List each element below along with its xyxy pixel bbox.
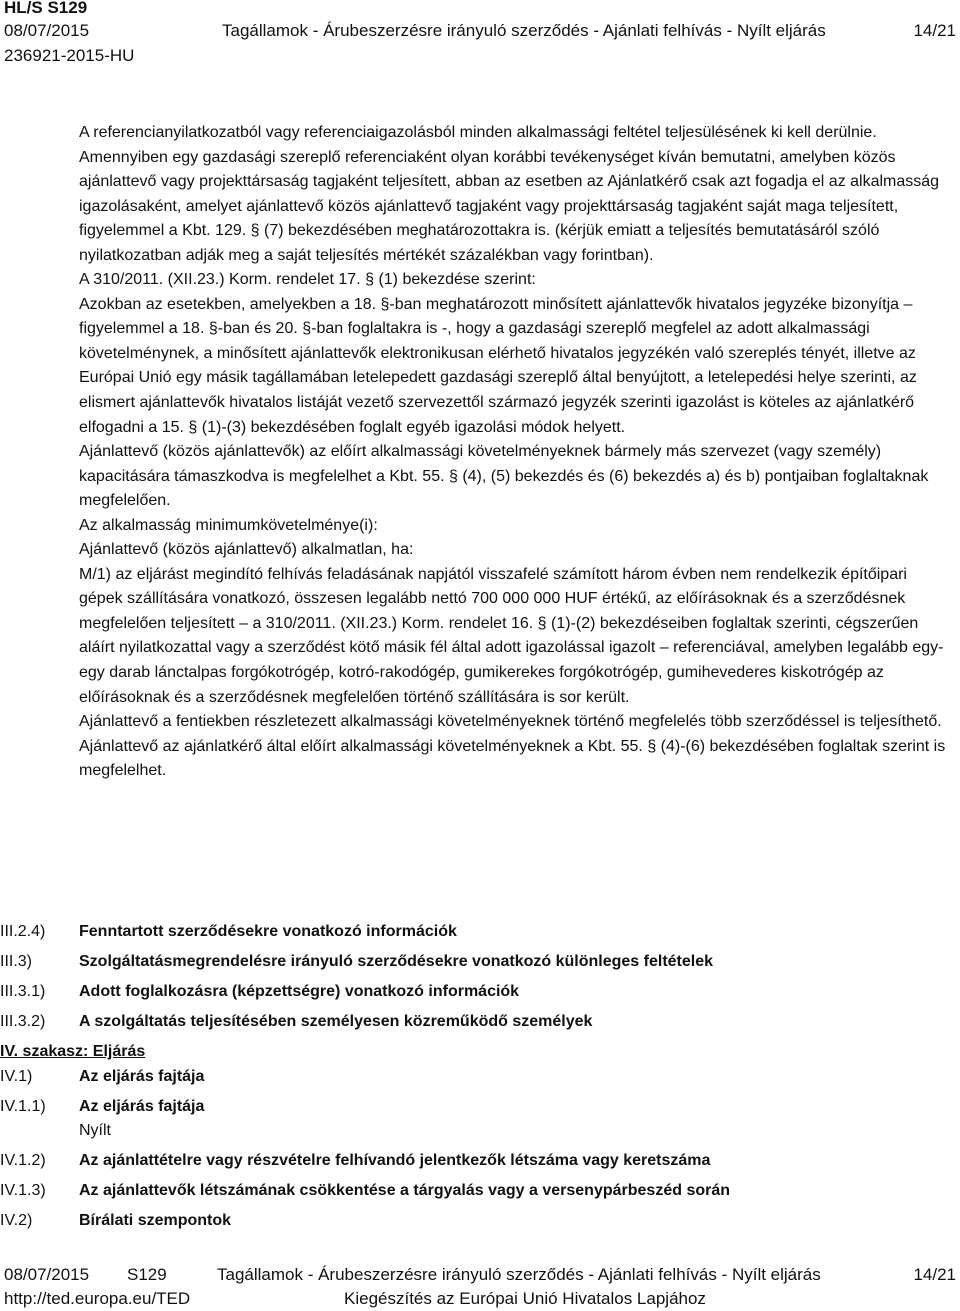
document-id: 236921-2015-HU xyxy=(4,46,135,65)
section-number: III.3) xyxy=(0,953,33,970)
footer-url-link[interactable]: http://ted.europa.eu/TED xyxy=(4,1289,191,1308)
section-title: Bírálati szempontok xyxy=(79,1212,232,1229)
paragraph: Amennyiben egy gazdasági szereplő referenciaként olyan korábbi tevékenységet kíván bemutatni, amelyben közös ajánlattevő vagy projekttársaság tagjaként teljesített, abban az esetben az Ajánlatkérő csak azt fogadja el az alkalmasság igazolásaként, amelyet ajánlattevő közös ajánlattevő tagjaként vagy projekttársaság tagjaként saját maga teljesített, figyelemmel a Kbt. 129. § (7) bekezdésében meghatározottakra is. (kérjük emiatt a teljesítés bemutatásáról szóló nyilatkozatban adják meg a saját teljesítés mértékét százalékban vagy forintban). xyxy=(79,148,940,264)
paragraph: Azokban az esetekben, amelyekben a 18. §-ban meghatározott minősített ajánlattevők hivatalos jegyzéke bizonyítja – figyelemmel a 18. §-ban és 20. §-ban foglaltakra is -, hogy a gazdasági szereplő megfelel az adott alkalmassági követelménynek, a minősített ajánlattevők elektronikusan elérhető hivatalos jegyzékén való szereplés tényét, illetve az Európai Unió egy másik tagállamában letelepedett gazdasági szereplő által benyújtott, a letelepedési helye szerinti, az elismert ajánlattevők hivatalos listáját vezető szervezettől származó jegyzék szerinti igazolást is köteles az ajánlatkérő elfogadni a 15. § (1)-(3) bekezdésében foglalt egyéb igazolási módok helyett. xyxy=(79,295,917,436)
section-title: Adott foglalkozásra (képzettségre) vonatkozó információk xyxy=(79,983,520,1000)
section-title: A szolgáltatás teljesítésében személyesen közreműködő személyek xyxy=(79,1013,593,1030)
section-number: IV.2) xyxy=(0,1212,33,1229)
paragraph: A referencianyilatkozatból vagy referenciaigazolásból minden alkalmassági feltétel teljesülésének ki kell derülnie. xyxy=(79,124,877,141)
body-text xyxy=(79,121,951,784)
paragraph: M/1) az eljárást megindító felhívás feladásának napjától visszafelé számított három évben nem rendelkezik építőipari gépek szállítására vonatkozó, összesen legalább nettó 700 000 000 HUF értékű, az előírásoknak és a szerződésnek megfelelően teljesített – a 310/2011. (XII.23.) Korm. rendelet 16. § (1)-(2) bekezdéseiben foglaltak szerinti, cégszerűen aláírt nyilatkozattal vagy a szerződést kötő másik fél által adott igazolással igazolt – referenciával, amelyben legalább egy-egy darab lánctalpas forgókotrógép, kotró-rakodógép, gumikerekes forgókotrógép, gumihevederes kiskotrógép az előírásoknak és a szerződésnek megfelelően történő szállítására is sor került. xyxy=(79,565,944,706)
section-title: Az ajánlattételre vagy részvételre felhívandó jelentkezők létszáma vagy keretszáma xyxy=(79,1152,711,1169)
section-title: Az ajánlattevők létszámának csökkentése a tárgyalás vagy a versenypárbeszéd során xyxy=(79,1182,731,1199)
header-date: 08/07/2015 xyxy=(4,21,90,40)
paragraph: Ajánlattevő a fentiekben részletezett alkalmassági követelményeknek történő megfelelés több szerződéssel is teljesíthető. xyxy=(79,713,942,731)
footer-subtitle: Kiegészítés az Európai Unió Hivatalos Lapjához xyxy=(344,1289,706,1308)
header-page-number: 14/21 xyxy=(913,21,956,40)
paragraph: Ajánlattevő az ajánlatkérő által előírt alkalmassági követelményeknek a Kbt. 55. § (4)-(6) bekezdésében foglaltak szerint is megfelelhet. xyxy=(79,737,946,780)
section-number: IV.1.2) xyxy=(0,1152,46,1169)
footer-issue: S129 xyxy=(127,1265,167,1284)
section-title: Az eljárás fajtája xyxy=(79,1098,205,1115)
paragraph: A 310/2011. (XII.23.) Korm. rendelet 17. § (1) bekezdése szerint: xyxy=(79,271,536,289)
section-value: Nyílt xyxy=(79,1122,111,1139)
section-number: IV.1.1) xyxy=(0,1098,46,1115)
paragraph: Ajánlattevő (közös ajánlattevő) alkalmatlan, ha: xyxy=(79,541,414,559)
section-title: Fenntartott szerződésekre vonatkozó információk xyxy=(79,923,457,940)
section-number: III.3.1) xyxy=(0,983,46,1000)
footer-page-number: 14/21 xyxy=(913,1265,956,1284)
section-title: Szolgáltatásmegrendelésre irányuló szerződésekre vonatkozó különleges feltételek xyxy=(79,953,714,970)
paragraph: Az alkalmasság minimumkövetelménye(i): xyxy=(79,516,378,534)
section-number: IV.1) xyxy=(0,1068,33,1085)
paragraph: Ajánlattevő (közös ajánlattevők) az előírt alkalmassági követelményeknek bármely más szervezet (vagy személy) kapacitására támaszkodva is megfelelhet a Kbt. 55. § (4), (5) bekezdés és (6) bekezdés a) és b) pontjaiban foglaltaknak megfelelően. xyxy=(79,443,929,510)
part-heading: IV. szakasz: Eljárás xyxy=(0,1043,146,1060)
footer-date: 08/07/2015 xyxy=(4,1265,90,1284)
header-title: Tagállamok - Árubeszerzésre irányuló szerződés - Ajánlati felhívás - Nyílt eljárás xyxy=(222,21,826,40)
section-title: Az eljárás fajtája xyxy=(79,1068,205,1085)
section-number: III.3.2) xyxy=(0,1013,46,1030)
section-number: IV.1.3) xyxy=(0,1182,46,1199)
section-number: III.2.4) xyxy=(0,923,46,940)
footer-title: Tagállamok - Árubeszerzésre irányuló szerződés - Ajánlati felhívás - Nyílt eljárás xyxy=(217,1265,821,1284)
document-code: HL/S S129 xyxy=(4,0,88,17)
